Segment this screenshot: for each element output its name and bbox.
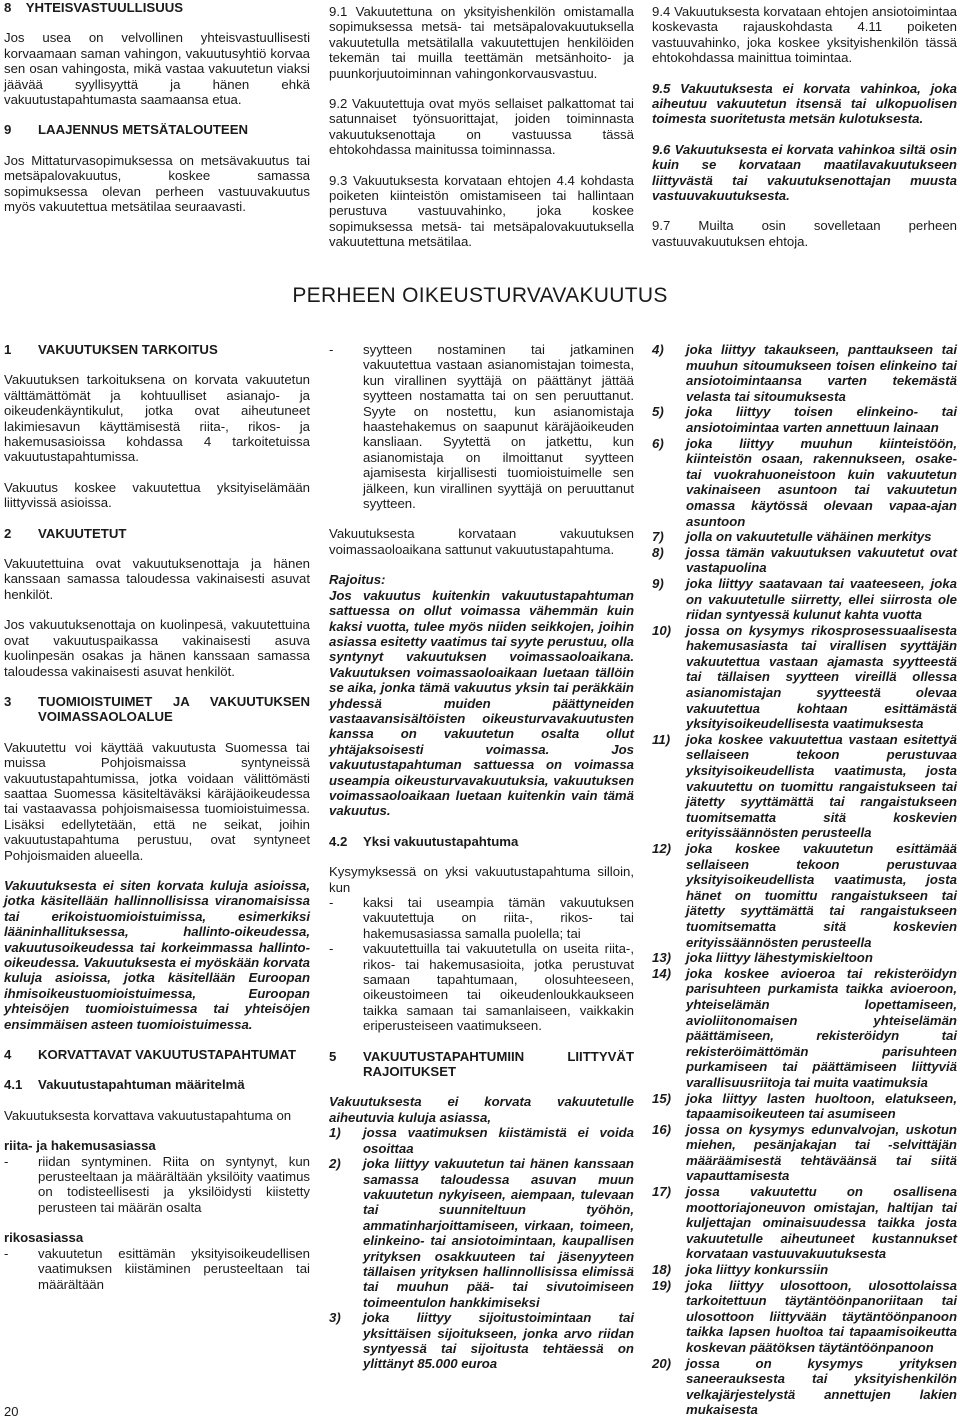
paragraph-9-1: 9.1 Vakuutettuna on yksityishenkilön omistamalla sopimuksessa metsä- tai metsäpalovakuutuksella vakuutetulla metsätilalla vakuutettujen henkilöiden tekemän tai muilla teettämän metsänhoito- ja puunkorjuutoiminnan vahingonkorvausvastuu.	[329, 4, 634, 81]
section-1-paragraph-1: Vakuutuksen tarkoituksena on korvata vakuutetun välttämättömät ja kohtuulliset asianajo- ja oikeudenkäyntikulut, jotka ovat aiheutuneet lakimiesavun käyttämisestä riita-, rikos- ja hakemusasioissa kohdassa 4 tarkoitetuissa vakuutustapahtumissa.	[4, 372, 310, 465]
paragraph-9-7: 9.7 Muilta osin sovelletaan perheen vastuuvakuutuksen ehtoja.	[652, 218, 957, 249]
restriction-text: Jos vakuutus kuitenkin vakuutustapahtuman sattuessa on ollut voimassa vähemmän kuin kaksi vuotta, tulee myös niiden seikkojen, joihin asiassa esitetty vaatimus tai syyte perustuu, olla syntynyt vakuutuksen voimassaoloaikana. Vakuutuksen voimassaoloaikaan luetaan tällöin se aika, jonka tämä vakuutus yksin tai peräkkäin yhdessä muiden päättyneiden vastaavansisältöisten oikeusturvavakuutusten kanssa on vakuutetun osalta ollut yhtäjaksoisesti voimassa. Jos vakuutustapahtuman sattuessa on voimassa useampia oikeusturvavakuutuksia, vakuutuksen voimassaoloaikaan luetaan kuitenkin vain tämä vakuutus.	[329, 587, 634, 819]
criminal-matter-heading: rikosasiassa	[4, 1230, 84, 1246]
exclusion-item	[652, 436, 957, 530]
exclusion-number: 6)	[652, 435, 664, 451]
section-9-heading	[4, 122, 310, 137]
exclusion-number: 1)	[329, 1125, 341, 1141]
section-4-title: KORVATTAVAT VAKUUTUSTAPAHTUMAT	[38, 1047, 297, 1063]
dash-marker: -	[329, 941, 334, 957]
exclusion-text: joka liittyy lähestymiskieltoon	[686, 950, 873, 966]
exclusion-text: jossa on kysymys yrityksen saneerauksesta tai yksityishenkilön velkajärjestelystä annettujen lakien mukaisesta	[686, 1355, 957, 1418]
single-event-item-2	[329, 941, 634, 1033]
section-1-paragraph-2: Vakuutus koskee vakuutettua yksityiselämään liittyvissä asioissa.	[4, 479, 310, 511]
section-9-number: 9	[4, 122, 12, 138]
section-8-text: Jos usea on velvollinen yhteisvastuullisesti korvaamaan saman vahingon, vakuutusyhtiö korvaa sen osan vahingosta, mikä vastaa vakuutetun viaksi jäävää syyllisyyttä ja hänen ehkä vakuutustapahtumasta saamaansa etua.	[4, 30, 310, 108]
section-5-intro: Vakuutuksesta ei korvata vakuutetulle aiheutuvia kuluja asiassa,	[329, 1094, 634, 1125]
exclusion-text: joka liittyy muuhun kiinteistöön, kiinteistön osaan, rakennukseen, osake- tai vuokrahuoneistoon kuin vakuutetun vakinaiseen asuntoon tai vakuutetun omassa käytössä olevaan vapaa-ajan asuntoon	[686, 435, 957, 529]
paragraph-9-4: 9.4 Vakuutuksesta korvataan ehtojen ansiotoimintaa koskevasta rajauskohdasta 4.11 poiketen vastuuvahinko, joka koskee yksityishenkilön tässä ehtokohdassa mainittua toimintaa.	[652, 4, 957, 66]
top-column-left	[4, 0, 310, 214]
exclusion-text: joka liittyy saatavaan tai vaateeseen, joka on vakuutetulle siirretty, ellei siirrosta ole riidan syntyessä kulunut kahta vuotta	[686, 575, 957, 623]
exclusion-number: 12)	[652, 841, 672, 856]
section-1-title: VAKUUTUKSEN TARKOITUS	[38, 342, 218, 357]
section-4-2-title: Yksi vakuutustapahtuma	[363, 833, 519, 849]
exclusion-text: joka liittyy sijoitustoimintaan tai yksittäisen sijoitukseen, jonka arvo riidan syntyessä tai sijoitusta tehtäessä on ylittänyt 85.000 euroa	[363, 1310, 634, 1372]
section-4-number: 4	[4, 1047, 12, 1063]
exclusion-text: jossa on kysymys edunvalvojan, uskotun miehen, pesänjakajan tai -selvittäjän määräämisestä tehtäväänsä tai siitä vapauttamisesta	[686, 1121, 957, 1184]
top-column-right	[652, 4, 957, 249]
section-3-restriction: Vakuutuksesta ei siten korvata kuluja asioissa, jotka käsitellään hallinnollisissa viranomaisissa tai erikoistuomioistuimissa, esimerkiksi lääninhallituksessa, hallinto-oikeudessa, vakuutusoikeudessa tai korkeimmassa hallinto-oikeudessa. Vakuutuksesta ei myöskään korvata kuluja asioissa, jotka käsitellään Euroopan ihmisoikeustuomioistuimessa, Euroopan yhteisöjen tuomioistuimessa tai yhteisöjen ensimmäisen asteen tuomioistuimessa.	[4, 877, 310, 1032]
exclusion-text: jossa tämän vakuutuksen vakuutetut ovat vastapuolina	[686, 544, 957, 576]
section-4-2-number: 4.2	[329, 833, 348, 849]
exclusion-item	[652, 623, 957, 732]
single-event-item-1	[329, 895, 634, 941]
exclusion-text: joka liittyy toisen elinkeino- tai ansiotoimintaa varten annettuun lainaan	[686, 404, 957, 435]
exclusion-item	[329, 1310, 634, 1372]
exclusion-item	[652, 342, 957, 404]
page-title: PERHEEN OIKEUSTURVAVAKUUTUS	[292, 284, 668, 307]
section-5-title: VAKUUTUSTAPAHTUMIIN LIITTYVÄT RAJOITUKSET	[363, 1048, 634, 1080]
exclusion-item	[329, 1156, 634, 1310]
criminal-matter-item	[4, 1246, 310, 1292]
exclusion-number: 10)	[652, 622, 672, 638]
lower-column-left	[4, 342, 310, 1292]
section-4-1-paragraph: Vakuutuksesta korvattava vakuutustapahtuma on	[4, 1107, 292, 1123]
exclusion-number: 7)	[652, 529, 664, 545]
exclusion-text: joka koskee avioeroa tai rekisteröidyn parisuhteen purkamista taikka avioeroon, yhteiselämän lopettamiseen, avioliitonomaisen yhteiselämän päättämiseen, rekisteröidyn tai rekisteröimättömän parisuhteen purkamiseen tai päättämiseen liittyviä varallisuusriitoja tai muita vaatimuksia	[686, 965, 957, 1090]
section-9-title: LAAJENNUS METSÄTALOUTEEN	[38, 122, 249, 138]
exclusion-item	[652, 1278, 957, 1356]
section-2-title: VAKUUTETUT	[38, 525, 127, 541]
paragraph-9-2: 9.2 Vakuutettuja ovat myös sellaiset palkattomat tai satunnaiset työnsuorittajat, joiden toiminnasta vakuutuksenottaja on vastuussa tässä ehtokohdassa mainitussa toiminnassa.	[329, 96, 634, 158]
paragraph-9-5: 9.5 Vakuutuksesta ei korvata vahinkoa, joka aiheutuu vakuutetun itsensä tai ulkopuolisen toimesta suoritetusta metsän kulotuksesta.	[652, 80, 957, 127]
exclusion-list-part-1	[329, 1125, 634, 1372]
exclusion-item	[652, 1184, 957, 1262]
exclusion-number: 4)	[652, 342, 664, 357]
exclusion-item	[652, 732, 957, 841]
exclusion-text: joka liittyy takaukseen, panttaukseen tai muuhun sitoumukseen toisen elinkeino tai ansiotoimintaansa varten tekemästä velasta tai sitoumuksesta	[686, 342, 957, 404]
exclusion-text: jossa vakuutettu on osallisena moottoriajoneuvon omistajan, haltijan tai kuljettajan ominaisuudessa taikka josta vakuutetulle aiheutuneet kustannukset korvataan vastuuvakuutuksesta	[686, 1184, 957, 1262]
paragraph-9-3: 9.3 Vakuutuksesta korvataan ehtojen 4.4 kohdasta poiketen kiinteistön omistamiseen tai hallintaan perustuva vastuuvahinko, joka koskee sopimuksessa metsä- tai metsäpalovakuutuksella vakuutettuna metsätilaa.	[329, 172, 634, 250]
exclusion-item	[652, 576, 957, 623]
section-3-title: TUOMIOISTUIMET JA VAKUUTUKSEN VOIMASSAOLOALUE	[38, 693, 310, 725]
dash-marker: -	[4, 1245, 9, 1261]
exclusion-number: 8)	[652, 544, 664, 560]
exclusion-item	[652, 950, 957, 966]
dash-marker: -	[4, 1153, 9, 1169]
exclusion-text: joka liittyy konkurssiin	[686, 1262, 829, 1278]
section-3-number: 3	[4, 693, 12, 709]
section-4-heading	[4, 1047, 310, 1062]
exclusion-text: joka liittyy lasten huoltoon, elatukseen, tapaamisoikeuteen tai asumiseen	[686, 1090, 957, 1122]
exclusion-number: 19)	[652, 1277, 672, 1293]
restriction-heading: Rajoitus:	[329, 572, 386, 588]
section-2-heading	[4, 526, 310, 541]
exclusion-text: joka koskee vakuutettua vastaan esitettyä sellaiseen tekoon perustuvaa yksityisoikeudellista vaatimusta, josta vakuutettu on tuomittu rangaistukseen tai jätetty syyttämättä tai rangaistukseen tuomitsematta sitä koskevien erityissäännösten perusteella	[686, 731, 957, 841]
criminal-prosecution-text: syytteen nostaminen tai jatkaminen vakuutettua vastaan asianomistajan toimesta, kun virallinen syyttäjä on päättänyt jättää syytteen nostamatta tai on sen peruuttanut. Syyte on nostettu, kun asianomistaja haastehakemus on saapunut käräjäoikeuden kansliaan. Syytettä on jatkettu, kun asianomistaja on ilmoittanut syytteen ajamisesta kirjallisesti tuomioistuimelle sen jälkeen, kun virallinen syyttäjä on peruuttanut syytteen.	[363, 342, 634, 512]
coverage-period-paragraph: Vakuutuksesta korvataan vakuutuksen voimassaoloaikana sattunut vakuutustapahtuma.	[329, 526, 634, 557]
section-1-heading	[4, 342, 310, 357]
exclusion-number: 20)	[652, 1355, 672, 1371]
paragraph-9-6: 9.6 Vakuutuksesta ei korvata vahinkoa siltä osin kuin se korvataan maatilavakuutukseen liittyvästä tai vakuutuksenottajan muusta vastuuvakuutuksesta.	[652, 141, 957, 204]
exclusion-text: jossa on kysymys rikosprosessuaalisesta hakemusasiasta tai virallisen syyttäjän vakuutettua vastaan ajamasta syytteestä tai tällaisen syytteen vireillä ollessa asianomistajan syytteestä olevaa vakuutettua kohtaan esittämästä yksityisoikeudellisesta vaatimuksesta	[686, 622, 957, 732]
exclusion-number: 14)	[652, 965, 672, 981]
single-event-text-2: vakuutettuilla tai vakuutetulla on useita riita-, rikos- tai hakemusasioita, jotka perustuvat samaan tapahtumaan, olosuhteeseen, oikeustoimeen tai oikeudenloukkaukseen taikka samaan tai samanlaiseen, vaikkakin eriperusteiseen vaatimukseen.	[363, 941, 634, 1034]
top-column-middle	[329, 4, 634, 250]
exclusion-text: jolla on vakuutetulle vähäinen merkitys	[686, 529, 932, 545]
exclusion-number: 3)	[329, 1310, 341, 1326]
exclusion-item	[652, 841, 957, 950]
exclusion-text: joka koskee vakuutetun esittämää sellaiseen tekoon perustuvaa yksityisoikeudellista vaatimusta, josta hänet on tuomittu rangaistukseen tai jätetty syyttämättä tai rangaistukseen tuomitsematta sitä koskevien erityissäännösten perusteella	[686, 841, 957, 950]
section-2-number: 2	[4, 525, 12, 541]
section-5-heading	[329, 1049, 634, 1080]
lower-column-right	[652, 342, 957, 1418]
exclusion-number: 9)	[652, 575, 664, 591]
section-4-2-paragraph: Kysymyksessä on yksi vakuutustapahtuma silloin, kun	[329, 864, 634, 895]
exclusion-item	[652, 545, 957, 576]
section-1-number: 1	[4, 342, 12, 357]
exclusion-item	[652, 1356, 957, 1418]
single-event-text-1: kaksi tai useampia tämän vakuutuksen vakuutettuja on riita-, rikos- tai hakemusasiassa samalla puolella; tai	[363, 895, 634, 941]
section-2-paragraph-1: Vakuutettuina ovat vakuutuksenottaja ja hänen kanssaan samassa taloudessa vakinaisesti asuvat henkilöt.	[4, 556, 310, 602]
section-9-text: Jos Mittaturvasopimuksessa on metsävakuutus tai metsäpalovakuutus, koskee samassa sopimuksessa olevan perheen vastuuvakuutus myös vakuutettua metsätilaa seuraavasti.	[4, 152, 310, 215]
exclusion-number: 11)	[652, 731, 671, 747]
exclusion-number: 13)	[652, 950, 672, 966]
dash-marker: -	[329, 895, 334, 910]
exclusion-item	[652, 529, 957, 545]
section-3-heading	[4, 694, 310, 725]
section-8-heading: 8 YHTEISVASTUULLISUUS	[4, 0, 184, 15]
exclusion-number: 5)	[652, 404, 664, 420]
exclusion-number: 15)	[652, 1090, 672, 1106]
section-5-number: 5	[329, 1048, 337, 1064]
exclusion-text: joka liittyy vakuutetun tai hänen kanssaan samassa taloudessa asuvan muun vakuutetun nykyiseen, aiempaan, tulevaan tai suunniteltuun työhön, ammatinharjoittamiseen, virkaan, toimeen, elinkeino- tai ansiotoimintaan, kaupallisen yrityksen osakkuuteen tai jäsenyyteen tällaisen yrityksen hallinnollisissa elimissä tai muuhun pää- tai sivutoimiseen toimeentulon hankkimiseksi	[363, 1156, 634, 1310]
exclusion-item	[652, 1262, 957, 1278]
section-4-1-title: Vakuutustapahtuman määritelmä	[38, 1077, 245, 1093]
civil-matter-text: riidan syntyminen. Riita on syntynyt, kun perusteeltaan ja määrältään yksilöity vaatimus on todisteellisesti ja yksilöidysti kiistetty perusteen tai määrän osalta	[38, 1153, 310, 1215]
section-4-2-heading	[329, 834, 634, 849]
exclusion-item	[652, 1122, 957, 1184]
section-3-paragraph-1: Vakuutettu voi käyttää vakuutusta Suomessa tai muissa Pohjoismaissa syntyneissä vakuutustapahtumissa, jotka voidaan välittömästi saattaa Suomessa käsiteltäväksi käräjäoikeudessa tai vastaavassa pohjoismaisessa tuomioistuimessa. Lisäksi edellytetään, että ne seikat, joihin vakuutustapahtuma perustuu, ovat syntyneet Pohjoismaiden alueella.	[4, 739, 310, 863]
exclusion-number: 2)	[329, 1156, 341, 1172]
exclusion-text: joka liittyy ulosottoon, ulosottolaissa tarkoitettuun täytäntöönpanoriitaan tai ulosottoon liittyvään täytäntöönpanoon taikka lapsen huoltoa tai tapaamisoikeutta koskevan päätöksen täytäntöönpanoon	[686, 1277, 957, 1355]
exclusion-item	[329, 1125, 634, 1156]
exclusion-number: 17)	[652, 1184, 672, 1200]
civil-matter-item	[4, 1154, 310, 1216]
exclusion-item	[652, 404, 957, 435]
section-2-paragraph-2: Jos vakuutuksenottaja on kuolinpesä, vakuutettuina ovat vakuutuspaikassa vakinaisesti asuva kuolinpesän osakas ja hänen kanssaan samassa taloudessa vakinaisesti asuvat henkilöt.	[4, 617, 310, 679]
civil-matter-heading: riita- ja hakemusasiassa	[4, 1138, 156, 1154]
exclusion-item	[652, 1091, 957, 1122]
dash-marker: -	[329, 342, 334, 357]
criminal-prosecution-item	[329, 342, 634, 511]
exclusion-number: 18)	[652, 1262, 672, 1278]
section-4-1-heading	[4, 1077, 310, 1092]
section-4-1-number: 4.1	[4, 1077, 23, 1093]
exclusion-number: 16)	[652, 1121, 672, 1137]
exclusion-text: jossa vaatimuksen kiistämistä ei voida osoittaa	[363, 1125, 634, 1156]
lower-column-middle	[329, 342, 634, 1372]
page-number: 20	[4, 1404, 19, 1419]
exclusion-item	[652, 966, 957, 1091]
criminal-matter-text: vakuutetun esittämän yksityisoikeudellisen vaatimuksen kiistäminen perusteeltaan tai määrältään	[38, 1245, 310, 1292]
